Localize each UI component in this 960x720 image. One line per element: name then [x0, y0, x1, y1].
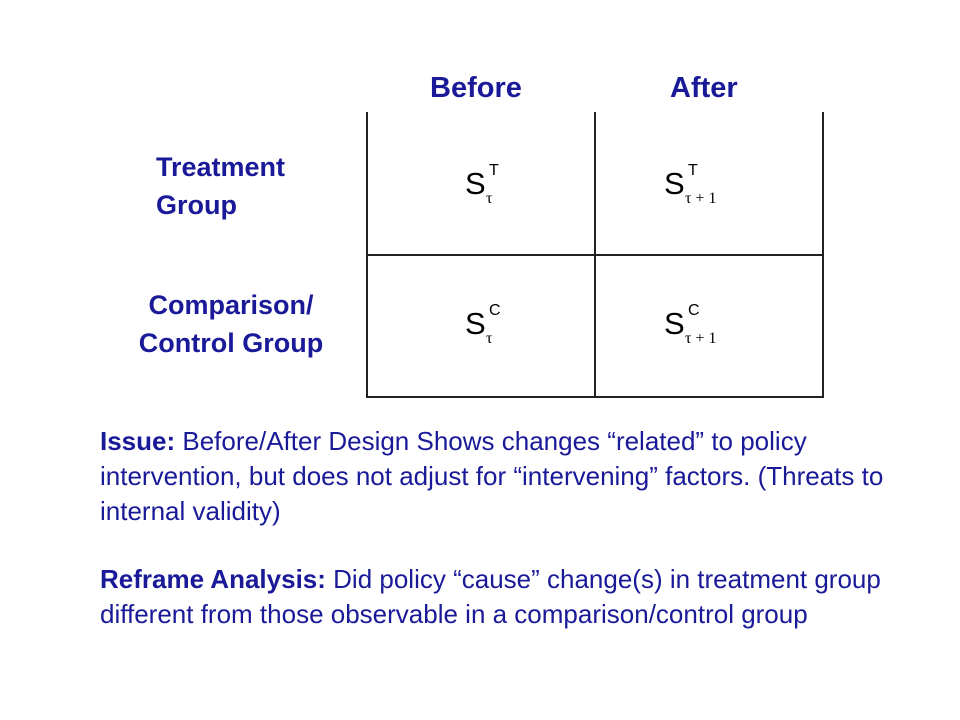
- row-label-comparison-line-1: Comparison/: [148, 290, 314, 320]
- issue-paragraph: [100, 424, 900, 529]
- cell-subscript: τ: [486, 330, 493, 347]
- row-label-treatment-line-2: Group: [156, 190, 237, 220]
- reframe-label: Reframe Analysis:: [100, 564, 326, 594]
- cell-symbol: S: [465, 166, 486, 201]
- issue-label: Issue:: [100, 426, 176, 456]
- grid-middle-divider: [366, 254, 824, 256]
- issue-text: Before/After Design Shows changes “related” to policy intervention, but does not adjust for “intervening” factors. (Threats to internal validity): [100, 426, 884, 526]
- cell-superscript: C: [489, 302, 501, 319]
- row-label-treatment-line-1: Treatment: [156, 152, 286, 182]
- cell-superscript: T: [688, 162, 698, 179]
- row-label-comparison: [120, 286, 342, 362]
- column-header-after: After: [670, 72, 738, 104]
- cell-symbol: S: [664, 166, 685, 201]
- cell-symbol: S: [664, 306, 685, 341]
- column-header-before: Before: [430, 72, 522, 104]
- grid-bottom-border: [366, 396, 824, 398]
- cell-superscript: C: [688, 302, 700, 319]
- cell-symbol: S: [465, 306, 486, 341]
- cell-subscript: τ + 1: [685, 190, 717, 207]
- row-label-treatment: [156, 148, 285, 224]
- cell-superscript: T: [489, 162, 499, 179]
- cell-subscript: τ + 1: [685, 330, 717, 347]
- row-label-comparison-line-2: Control Group: [138, 328, 324, 358]
- reframe-paragraph: [100, 562, 900, 632]
- reframe-text: Did policy “cause” change(s) in treatment group different from those observable in a comparison/control group: [100, 564, 881, 629]
- cell-subscript: τ: [486, 190, 493, 207]
